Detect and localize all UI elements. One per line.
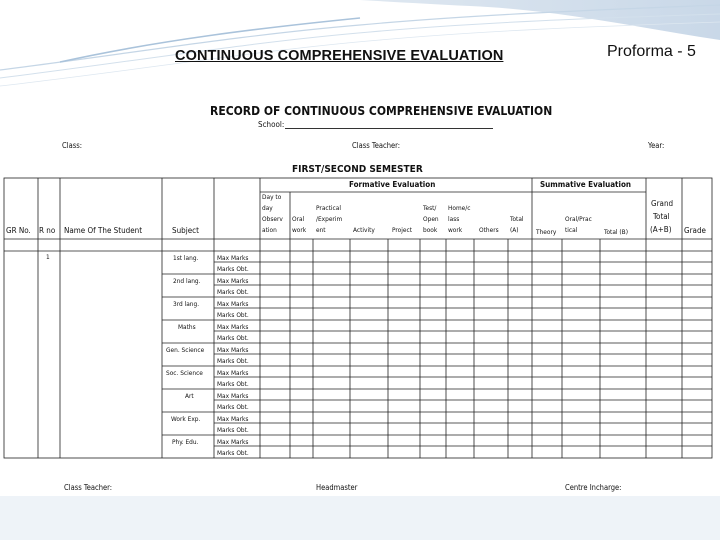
max-marks-label: Max Marks (217, 415, 249, 423)
col-total-b: Total (B) (604, 228, 628, 236)
col-oral-practical-1: Oral/Prac (565, 215, 592, 223)
col-subject: Subject (172, 226, 199, 235)
subject-phy-edu: Phy. Edu. (172, 438, 199, 446)
col-test-3: book (423, 226, 438, 234)
col-day-to-day-1: Day to (262, 193, 282, 201)
col-r-no: R no (39, 226, 56, 235)
col-test-2: Open (423, 215, 439, 223)
footer-headmaster: Headmaster (316, 483, 358, 492)
max-marks-label: Max Marks (217, 323, 249, 331)
col-practical-2: /Experim (316, 215, 343, 223)
col-day-to-day-2: day (262, 204, 273, 212)
max-marks-label: Max Marks (217, 346, 249, 354)
max-marks-label: Max Marks (217, 277, 249, 285)
col-theory: Theory (536, 228, 557, 236)
footer-class-teacher: Class Teacher: (64, 483, 113, 492)
max-marks-label: Max Marks (217, 300, 249, 308)
col-grand-total-1: Grand (651, 199, 674, 208)
col-project: Project (392, 226, 412, 234)
col-day-to-day-4: ation (262, 226, 277, 234)
col-oral-work-1: Oral (292, 215, 305, 223)
marks-obt-label: Marks Obt. (217, 403, 249, 411)
col-total-a-2: (A) (510, 226, 519, 234)
subject-2nd-lang: 2nd lang. (173, 277, 201, 285)
max-marks-label: Max Marks (217, 254, 249, 262)
col-day-to-day-3: Observ (262, 215, 283, 223)
slide-title: CONTINUOUS COMPREHENSIVE EVALUATION (175, 48, 504, 64)
marks-obt-label: Marks Obt. (217, 334, 249, 342)
col-student-name: Name Of The Student (64, 226, 143, 235)
col-homework-3: work (448, 226, 463, 234)
col-gr-no: GR No. (6, 226, 31, 235)
col-grade: Grade (684, 226, 706, 235)
year-label: Year: (648, 141, 665, 150)
subject-1st-lang: 1st lang. (173, 254, 199, 262)
max-marks-label: Max Marks (217, 369, 249, 377)
class-label: Class: (62, 141, 83, 150)
col-homework-2: lass (448, 215, 460, 223)
footer-centre-incharge: Centre Incharge: (565, 483, 622, 492)
marks-obt-label: Marks Obt. (217, 449, 249, 457)
col-homework-1: Home/c (448, 204, 471, 212)
col-others: Others (479, 226, 499, 234)
marks-obt-label: Marks Obt. (217, 265, 249, 273)
col-grand-total-2: Total (653, 212, 670, 221)
subject-work-exp: Work Exp. (171, 415, 201, 423)
col-test-1: Test/ (423, 204, 437, 212)
marks-obt-label: Marks Obt. (217, 311, 249, 319)
subject-soc-science: Soc. Science (166, 369, 203, 377)
col-grand-total-3: (A+B) (650, 225, 672, 234)
school-label: School: (258, 120, 285, 129)
marks-obt-label: Marks Obt. (217, 426, 249, 434)
semester-heading: FIRST/SECOND SEMESTER (292, 164, 423, 175)
row-number: 1 (46, 253, 50, 261)
class-teacher-label: Class Teacher: (352, 141, 401, 150)
col-oral-work-2: work (292, 226, 307, 234)
marks-obt-label: Marks Obt. (217, 288, 249, 296)
max-marks-label: Max Marks (217, 392, 249, 400)
col-oral-practical-2: tical (565, 226, 578, 234)
marks-obt-label: Marks Obt. (217, 380, 249, 388)
subject-3rd-lang: 3rd lang. (173, 300, 200, 308)
col-activity: Activity (353, 226, 375, 234)
form-title: RECORD OF CONTINUOUS COMPREHENSIVE EVALUATION (210, 104, 553, 118)
max-marks-label: Max Marks (217, 438, 249, 446)
col-practical-3: ent (316, 226, 326, 234)
proforma-label: Proforma - 5 (607, 43, 696, 60)
summative-heading: Summative Evaluation (540, 180, 632, 189)
marks-obt-label: Marks Obt. (217, 357, 249, 365)
subject-gen-science: Gen. Science (166, 346, 205, 354)
col-total-a-1: Total (510, 215, 524, 223)
subject-maths: Maths (178, 323, 196, 331)
subject-art: Art (185, 392, 194, 400)
formative-heading: Formative Evaluation (349, 180, 436, 189)
col-practical-1: Practical (316, 204, 341, 212)
